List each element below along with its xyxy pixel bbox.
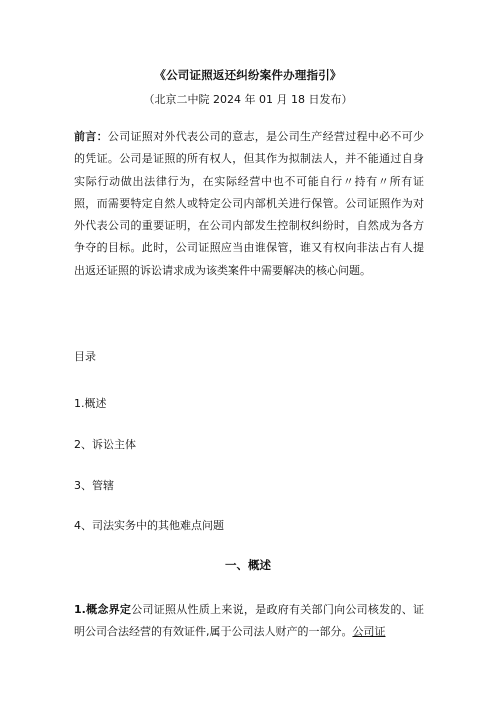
paragraph-underlined-text: 公司证 <box>352 625 386 639</box>
toc-item-litigants: 2、诉讼主体 <box>74 438 136 451</box>
preface-text: 公司证照对外代表公司的意志，是公司生产经营过程中必不可少的凭证。公司是证照的所有权人，但其作为拟制法人，并不能通过自身实际行动做出法律行为，在实际经营中也不可能自行〃持有〃所有证照，而需要特定自然人或特定公司内部机关进行保管。公司证照作为对外代表公司的重要证明，在公司内部发生控制权纠纷时，自然成为各方争夺的目标。此时，公司证照应当由谁保管，谁又有权向非法占有人提出返还证照的诉讼请求成为该类案件中需要解决的核心问题。 <box>74 130 425 277</box>
toc-item-overview: 1.概述 <box>74 397 107 410</box>
preface-paragraph <box>74 126 424 282</box>
section-paragraph <box>74 599 424 644</box>
document-title: 《公司证照返还纠纷案件办理指引》 <box>154 68 342 82</box>
preface-lead: 前言： <box>74 130 108 143</box>
toc-item-jurisdiction: 3、管辖 <box>74 479 114 492</box>
toc-heading: 目录 <box>74 350 96 363</box>
section-heading-overview: 一、概述 <box>225 558 271 572</box>
paragraph-lead: 1.概念界定 <box>74 603 132 616</box>
toc-item-other-issues: 4、司法实务中的其他难点问题 <box>74 519 224 532</box>
paragraph-text: 公司证照从性质上来说，是政府有关部门向公司核发的、证明公司合法经营的有效证件,属于公司法人财产的一部分。 <box>74 603 424 639</box>
document-subtitle: （北京二中院 2024 年 01 月 18 日发布） <box>143 93 353 106</box>
